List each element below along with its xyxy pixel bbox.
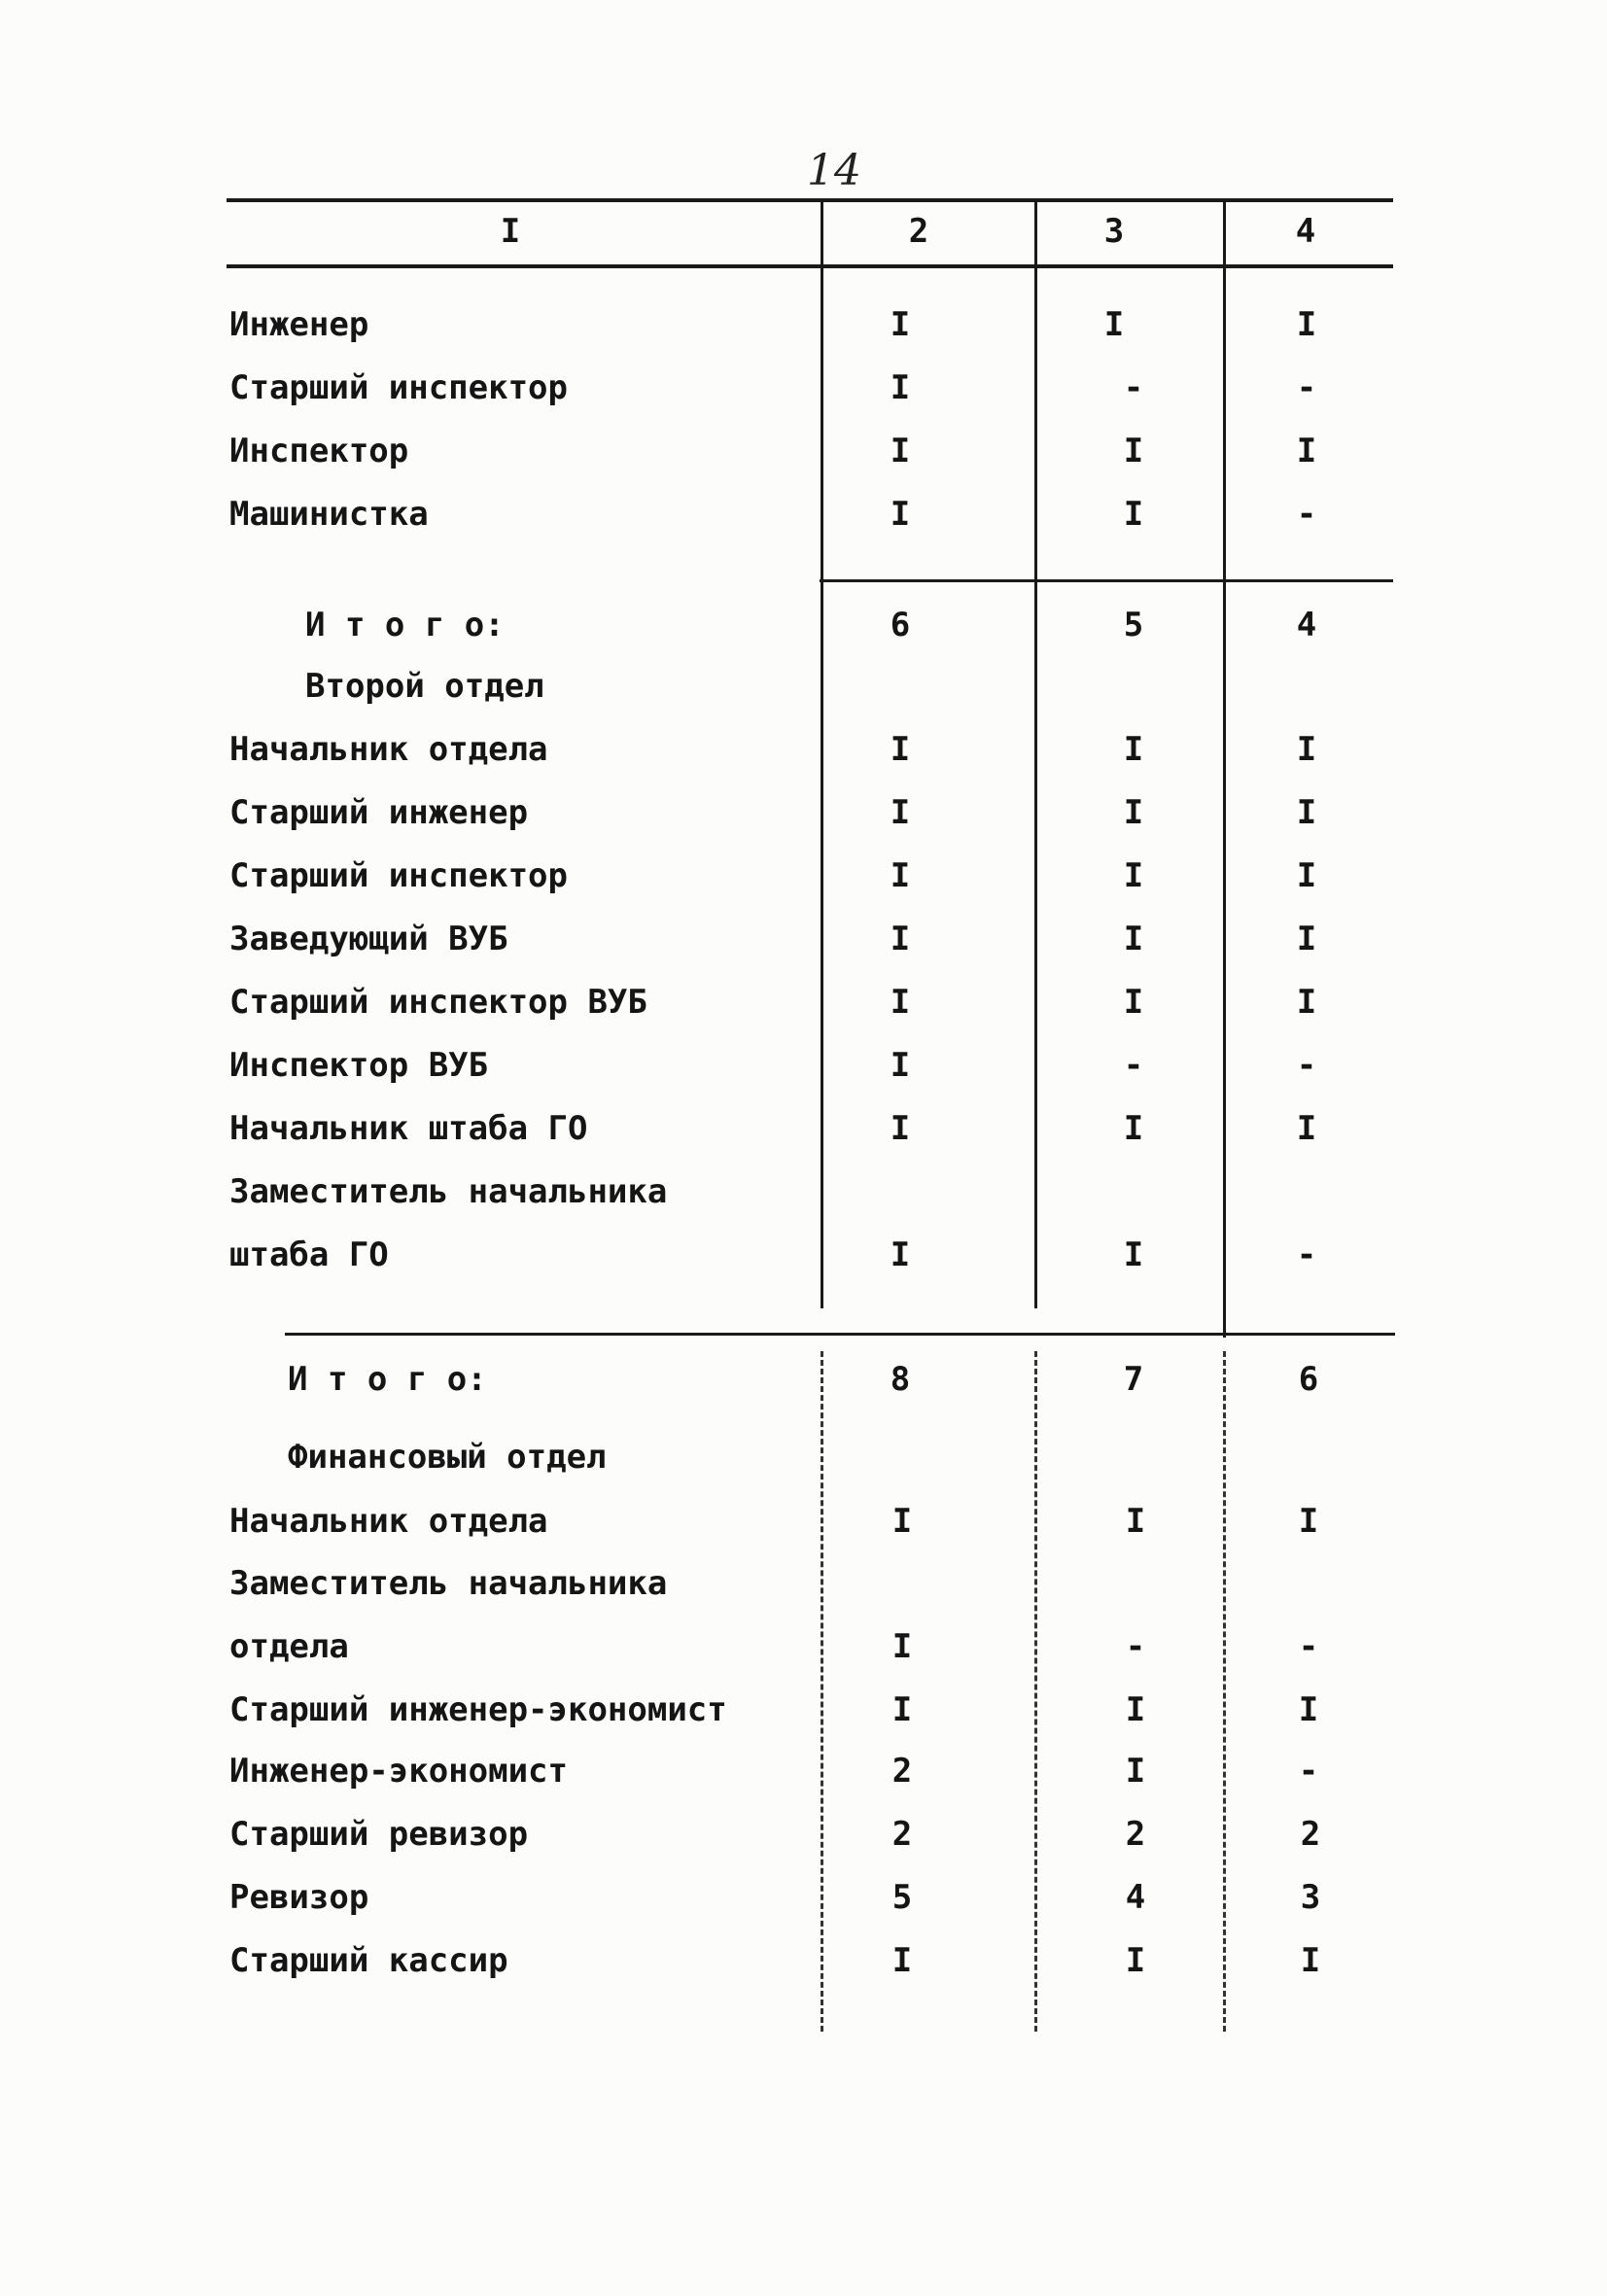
row-cell-col3: I [1123, 983, 1144, 1022]
row-cell-col4: - [1296, 1046, 1317, 1085]
row-label: Старший инженер [229, 793, 529, 832]
row-label: Заместитель начальника [229, 1564, 668, 1603]
row-label: И т о г о: [288, 1360, 487, 1399]
row-label: Инженер [229, 305, 369, 344]
row-cell-col4: - [1296, 1235, 1317, 1274]
row-cell-col4: 6 [1298, 1360, 1319, 1399]
row-label: Инженер-экономист [229, 1752, 568, 1791]
row-cell-col3: - [1123, 1046, 1144, 1085]
row-cell-col2: I [890, 432, 911, 470]
row-cell-col2: I [891, 1690, 913, 1729]
row-label: Ревизор [229, 1878, 369, 1917]
row-cell-col4: 2 [1300, 1815, 1321, 1854]
row-cell-col2: I [890, 920, 911, 958]
row-cell-col2: I [890, 793, 911, 832]
row-cell-col3: I [1125, 1752, 1146, 1791]
page-number: 14 [807, 146, 861, 195]
row-label: Старший инспектор [229, 856, 568, 895]
row-cell-col3: 5 [1123, 606, 1144, 644]
row-cell-col2: 2 [891, 1815, 913, 1854]
row-cell-col2: I [890, 856, 911, 895]
row-cell-col4: I [1298, 1690, 1319, 1729]
row-label: Начальник отдела [229, 730, 548, 769]
row-cell-col2: I [890, 305, 911, 344]
column-separator-3 [1223, 200, 1226, 1338]
row-cell-col2: I [890, 495, 911, 534]
row-label: штаба ГО [229, 1235, 389, 1274]
row-cell-col4: I [1296, 983, 1317, 1022]
column-separator-3-lower [1223, 1351, 1226, 2032]
header-col-3: 3 [1103, 212, 1125, 251]
row-cell-col4: I [1296, 730, 1317, 769]
header-bottom-rule [227, 264, 1393, 268]
column-separator-1-lower [821, 1351, 823, 2032]
row-label: Старший инспектор [229, 368, 568, 407]
row-cell-col2: I [890, 1109, 911, 1148]
row-cell-col2: 6 [890, 606, 911, 644]
row-cell-col4: I [1296, 432, 1317, 470]
row-cell-col3: I [1123, 1235, 1144, 1274]
table-top-rule [227, 198, 1393, 202]
subtotal-rule-2 [285, 1333, 1395, 1336]
row-cell-col2: I [891, 1502, 913, 1541]
row-label: Старший инженер-экономист [229, 1690, 727, 1729]
row-cell-col2: I [890, 1235, 911, 1274]
subtotal-rule-1 [820, 579, 1393, 582]
row-cell-col2: I [890, 983, 911, 1022]
row-label: Машинистка [229, 495, 429, 534]
row-label: Инспектор ВУБ [229, 1046, 489, 1085]
row-cell-col2: I [890, 368, 911, 407]
column-separator-1 [821, 200, 823, 1308]
row-label: Начальник отдела [229, 1502, 548, 1541]
row-cell-col2: I [890, 730, 911, 769]
row-cell-col4: - [1296, 368, 1317, 407]
row-cell-col3: I [1123, 730, 1144, 769]
row-cell-col4: I [1296, 856, 1317, 895]
column-separator-2-lower [1034, 1351, 1037, 2032]
row-cell-col4: - [1296, 495, 1317, 534]
row-cell-col3: I [1103, 305, 1125, 344]
row-cell-col4: 3 [1300, 1878, 1321, 1917]
row-label: Инспектор [229, 432, 409, 470]
row-cell-col4: I [1296, 1109, 1317, 1148]
row-label: Старший ревизор [229, 1815, 529, 1854]
row-cell-col2: 5 [891, 1878, 913, 1917]
row-cell-col3: I [1125, 1502, 1146, 1541]
row-cell-col3: 2 [1125, 1815, 1146, 1854]
header-col-1: I [500, 212, 521, 251]
row-cell-col3: - [1125, 1627, 1146, 1666]
column-separator-2 [1034, 200, 1037, 1308]
row-cell-col4: 4 [1296, 606, 1317, 644]
row-cell-col2: 2 [891, 1752, 913, 1791]
row-label: И т о г о: [305, 606, 505, 644]
row-cell-col4: I [1296, 305, 1317, 344]
row-label: Старший кассир [229, 1941, 508, 1980]
row-label: Второй отдел [305, 667, 544, 706]
row-cell-col2: 8 [890, 1360, 911, 1399]
row-label: Начальник штаба ГО [229, 1109, 588, 1148]
row-cell-col4: - [1298, 1627, 1319, 1666]
row-cell-col4: I [1296, 793, 1317, 832]
row-cell-col3: I [1123, 432, 1144, 470]
row-cell-col3: I [1125, 1941, 1146, 1980]
row-cell-col3: I [1125, 1690, 1146, 1729]
row-cell-col4: I [1300, 1941, 1321, 1980]
row-cell-col3: I [1123, 920, 1144, 958]
row-label: отдела [229, 1627, 349, 1666]
header-col-4: 4 [1295, 212, 1316, 251]
row-cell-col3: 7 [1123, 1360, 1144, 1399]
row-cell-col3: - [1123, 368, 1144, 407]
row-cell-col4: - [1298, 1752, 1319, 1791]
header-col-2: 2 [908, 212, 929, 251]
row-label: Финансовый отдел [288, 1438, 607, 1477]
row-cell-col2: I [891, 1627, 913, 1666]
row-cell-col3: I [1123, 495, 1144, 534]
row-cell-col4: I [1298, 1502, 1319, 1541]
row-label: Заместитель начальника [229, 1172, 668, 1211]
row-cell-col2: I [890, 1046, 911, 1085]
row-cell-col2: I [891, 1941, 913, 1980]
row-cell-col4: I [1296, 920, 1317, 958]
row-cell-col3: I [1123, 856, 1144, 895]
row-label: Старший инспектор ВУБ [229, 983, 647, 1022]
row-cell-col3: I [1123, 793, 1144, 832]
row-cell-col3: I [1123, 1109, 1144, 1148]
row-label: Заведующий ВУБ [229, 920, 508, 958]
row-cell-col3: 4 [1125, 1878, 1146, 1917]
